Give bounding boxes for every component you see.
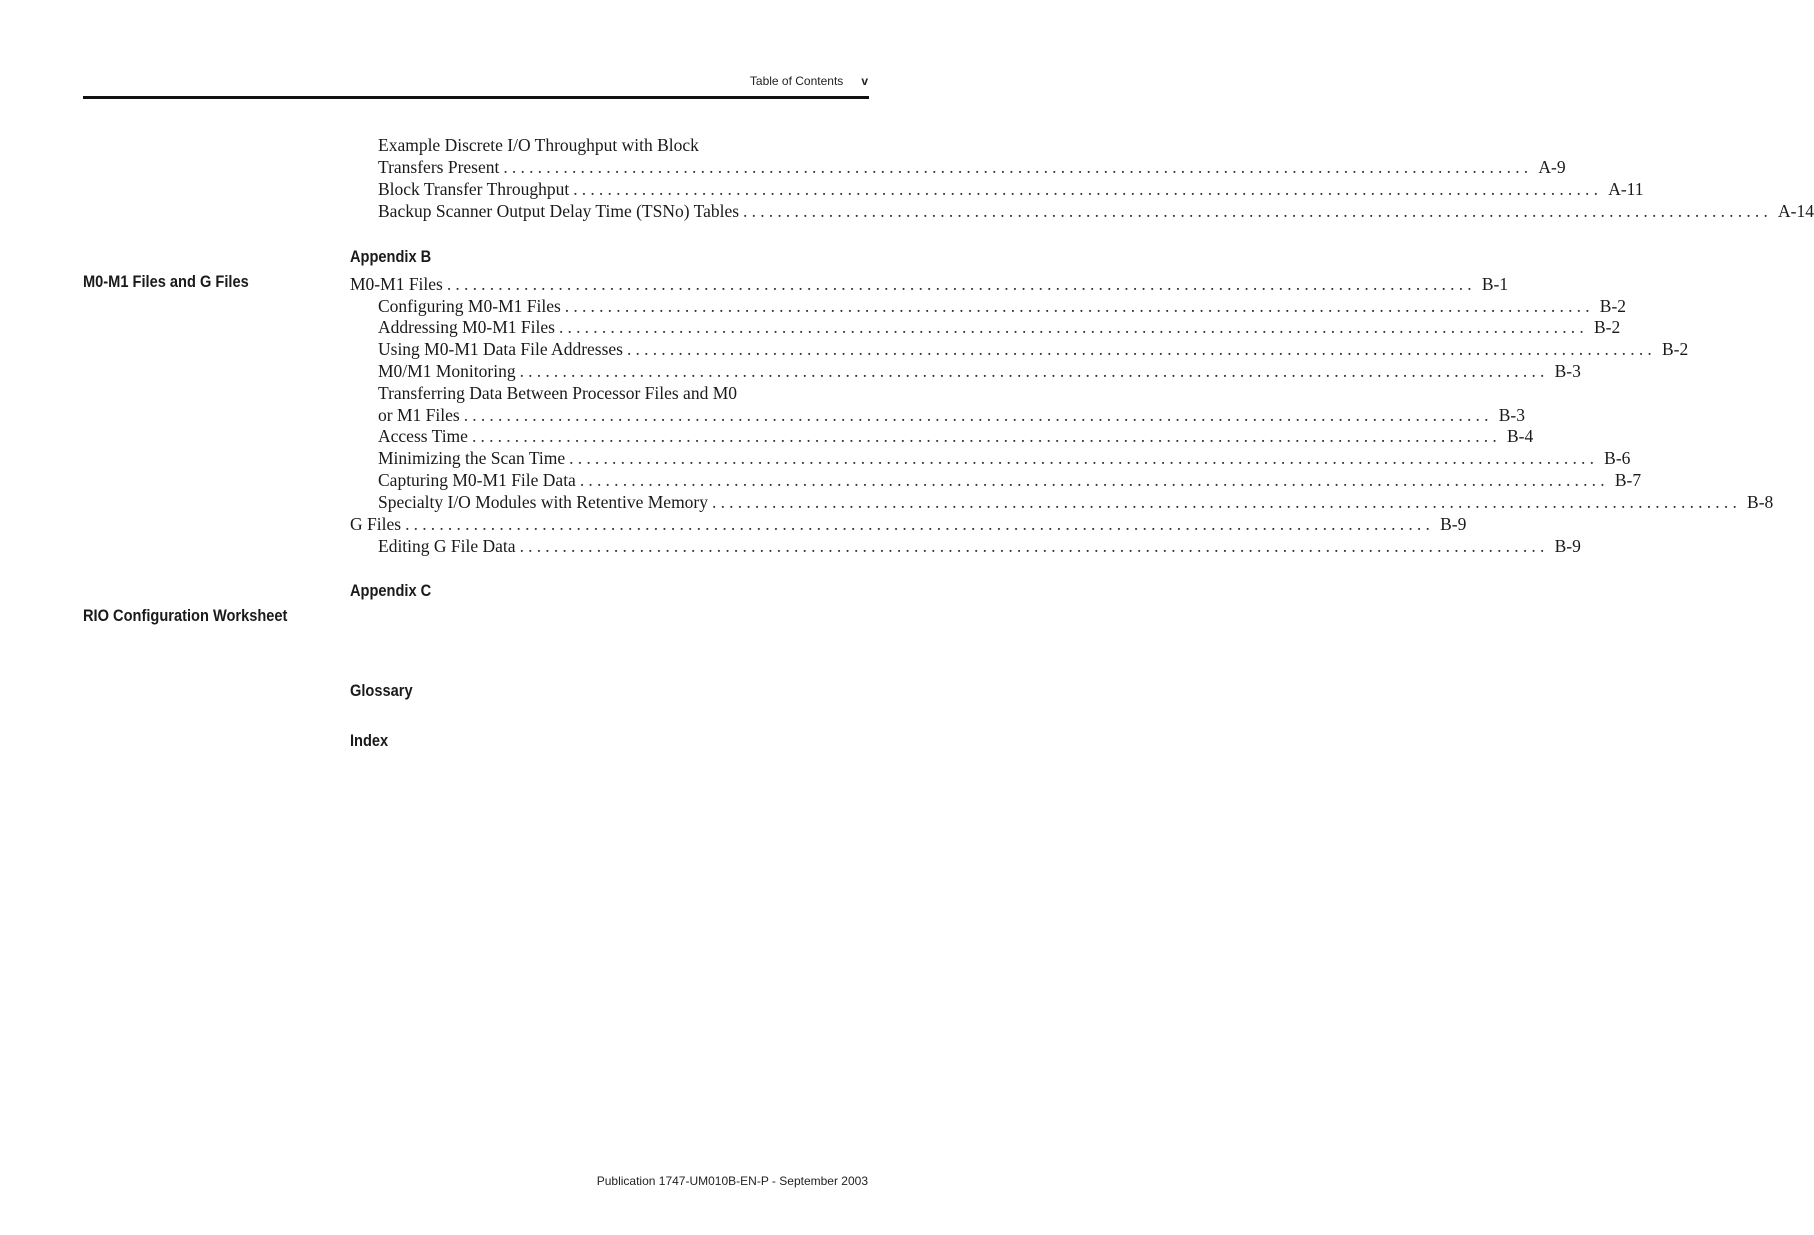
toc-entry-title: Using M0-M1 Data File Addresses [378, 339, 623, 359]
appendix-c-title: RIO Configuration Worksheet [83, 606, 288, 625]
leader-dots: ........................................................................................................................ [558, 317, 1588, 337]
leader-dots: ........................................................................................................................ [446, 274, 1476, 294]
toc-entry-title: G Files [350, 514, 402, 534]
header-rule [83, 96, 869, 99]
toc-entry-page: B-3 [1554, 361, 1581, 381]
toc-entry[interactable] [378, 425, 1534, 447]
toc-entry-page: A-9 [1538, 157, 1566, 177]
toc-entry[interactable] [378, 447, 1631, 469]
toc-entry[interactable] [378, 469, 1642, 491]
toc-entry-page: A-14 [1778, 201, 1814, 221]
toc-entry-title: Configuring M0-M1 Files [378, 296, 561, 316]
toc-entry[interactable] [350, 273, 1509, 295]
toc-entry-title: Addressing M0-M1 Files [378, 317, 555, 337]
toc-entry[interactable] [378, 295, 1627, 317]
leader-dots: ........................................................................................................................ [569, 448, 1599, 468]
leader-dots: ........................................................................................................................ [743, 201, 1773, 221]
running-head-section: Table of Contents [749, 74, 844, 88]
leader-dots: ........................................................................................................................ [463, 405, 1493, 425]
toc-entry[interactable] [378, 491, 1774, 513]
toc-entry[interactable] [378, 360, 1581, 382]
toc-entry-title: Access Time [378, 426, 468, 446]
toc-entry[interactable] [378, 316, 1621, 338]
toc-entry-page: B-9 [1440, 514, 1467, 534]
toc-entry-page: B-7 [1614, 470, 1642, 490]
leader-dots: ........................................................................................................................ [626, 339, 1656, 359]
toc-entry-page: B-2 [1661, 339, 1689, 359]
appendix-c-heading[interactable]: Appendix C [350, 581, 432, 600]
toc-entry-title: Transferring Data Between Processor Files and M0 [378, 383, 738, 403]
leader-dots: ........................................................................................................................ [573, 179, 1603, 199]
leader-dots: ........................................................................................................................ [579, 470, 1609, 490]
appendix-b-heading[interactable]: Appendix B [350, 247, 432, 266]
leader-dots: ........................................................................................................................ [519, 361, 1549, 381]
toc-entry-page: B-2 [1599, 296, 1627, 316]
toc-entry-page: B-2 [1593, 317, 1621, 337]
leader-dots: ........................................................................................................................ [564, 296, 1594, 316]
index-heading[interactable]: Index [350, 731, 389, 750]
toc-entry[interactable] [350, 513, 1467, 535]
toc-entry[interactable] [378, 200, 1814, 222]
toc-entry-title: Specialty I/O Modules with Retentive Memory [378, 492, 709, 512]
toc-entry[interactable] [378, 535, 1581, 557]
toc-entry-title: Block Transfer Throughput [378, 179, 570, 199]
leader-dots: ........................................................................................................................ [405, 514, 1435, 534]
toc-entry-title: Capturing M0-M1 File Data [378, 470, 576, 490]
toc-entry[interactable] [378, 134, 869, 156]
leader-dots: ........................................................................................................................ [471, 426, 1501, 446]
publication-footer: Publication 1747-UM010B-EN-P - September 2003 [596, 1174, 868, 1188]
toc-entry-title: M0-M1 Files [350, 274, 443, 294]
toc-entry-page: B-1 [1481, 274, 1509, 294]
toc-entry-page: B-6 [1604, 448, 1631, 468]
toc-entry-page: B-9 [1554, 536, 1581, 556]
toc-entry-page: A-11 [1608, 179, 1644, 199]
toc-entry-page: B-8 [1747, 492, 1774, 512]
toc-entry-title: Minimizing the Scan Time [378, 448, 566, 468]
leader-dots: ........................................................................................................................ [712, 492, 1742, 512]
toc-entry-title: Backup Scanner Output Delay Time (TSNo) Tables [378, 201, 740, 221]
toc-entry-page: B-4 [1506, 426, 1534, 446]
toc-entry-title: Example Discrete I/O Throughput with Block [378, 135, 699, 155]
toc-entry[interactable] [378, 178, 1644, 200]
toc-entry-title: M0/M1 Monitoring [378, 361, 516, 381]
toc-entry[interactable] [378, 404, 1525, 426]
toc-entry[interactable] [378, 156, 1566, 178]
page-number: v [861, 74, 868, 88]
leader-dots: ........................................................................................................................ [503, 157, 1533, 177]
toc-entry[interactable] [378, 338, 1689, 360]
toc-entry-title: Editing G File Data [378, 536, 516, 556]
toc-entry-title: Transfers Present [378, 157, 500, 177]
toc-entry-page: B-3 [1498, 405, 1525, 425]
appendix-b-title: M0-M1 Files and G Files [83, 272, 249, 291]
leader-dots: ........................................................................................................................ [519, 536, 1549, 556]
toc-entry-title: or M1 Files [378, 405, 460, 425]
toc-entry[interactable] [378, 382, 869, 404]
running-head [750, 74, 868, 88]
glossary-heading[interactable]: Glossary [350, 681, 413, 700]
